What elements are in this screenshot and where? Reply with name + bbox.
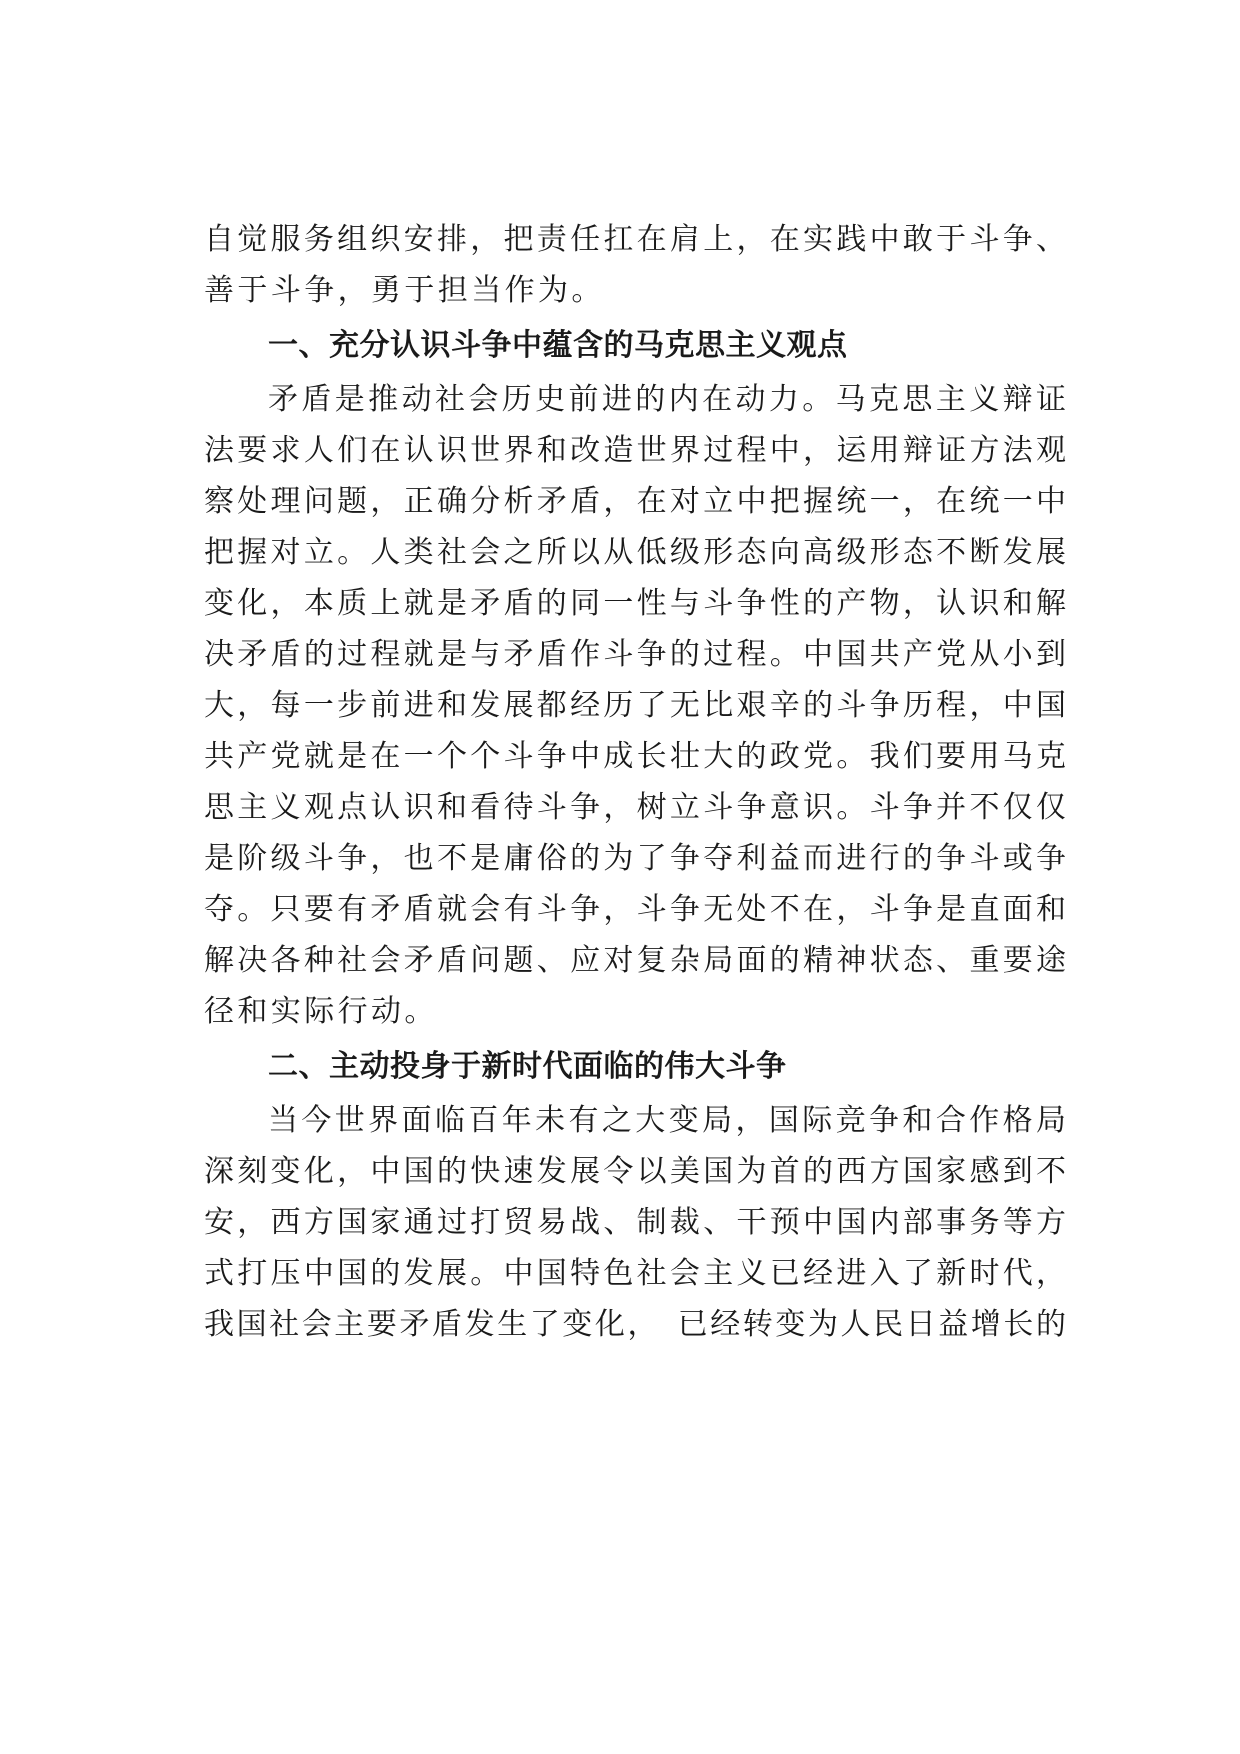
body-line: 大，每一步前进和发展都经历了无比艰辛的斗争历程，中国 xyxy=(204,688,1066,723)
body-line: 径和实际行动。 xyxy=(204,994,438,1029)
section-heading-1: 一、充分认识斗争中蕴含的马克思主义观点 xyxy=(268,328,848,363)
body-line: 决矛盾的过程就是与矛盾作斗争的过程。中国共产党从小到 xyxy=(204,637,1066,672)
body-line: 式打压中国的发展。中国特色社会主义已经进入了新时代， xyxy=(204,1256,1066,1291)
body-line: 矛盾是推动社会历史前进的内在动力。马克思主义辩证 xyxy=(268,382,1066,417)
body-line: 法要求人们在认识世界和改造世界过程中，运用辩证方法观 xyxy=(204,433,1066,468)
document-body xyxy=(204,214,1066,1350)
section-heading-2: 二、主动投身于新时代面临的伟大斗争 xyxy=(268,1049,787,1084)
body-line: 夺。只要有矛盾就会有斗争，斗争无处不在，斗争是直面和 xyxy=(204,892,1066,927)
body-line: 当今世界面临百年未有之大变局，国际竞争和合作格局 xyxy=(268,1103,1066,1138)
body-line: 是阶级斗争，也不是庸俗的为了争夺利益而进行的争斗或争 xyxy=(204,841,1066,876)
body-line: 察处理问题，正确分析矛盾，在对立中把握统一，在统一中 xyxy=(204,484,1066,519)
body-line: 共产党就是在一个个斗争中成长壮大的政党。我们要用马克 xyxy=(204,739,1066,774)
body-line: 安，西方国家通过打贸易战、制裁、干预中国内部事务等方 xyxy=(204,1205,1066,1240)
body-line: 我国社会主要矛盾发生了变化， 已经转变为人民日益增长的 xyxy=(204,1307,1066,1342)
body-line: 把握对立。人类社会之所以从低级形态向高级形态不断发展 xyxy=(204,535,1066,570)
body-line: 解决各种社会矛盾问题、应对复杂局面的精神状态、重要途 xyxy=(204,943,1066,978)
body-line: 深刻变化，中国的快速发展令以美国为首的西方国家感到不 xyxy=(204,1154,1066,1189)
body-line: 思主义观点认识和看待斗争，树立斗争意识。斗争并不仅仅 xyxy=(204,790,1066,825)
body-line: 自觉服务组织安排，把责任扛在肩上，在实践中敢于斗争、 xyxy=(204,222,1066,257)
body-line: 变化，本质上就是矛盾的同一性与斗争性的产物，认识和解 xyxy=(204,586,1066,621)
body-line: 善于斗争，勇于担当作为。 xyxy=(204,273,605,308)
